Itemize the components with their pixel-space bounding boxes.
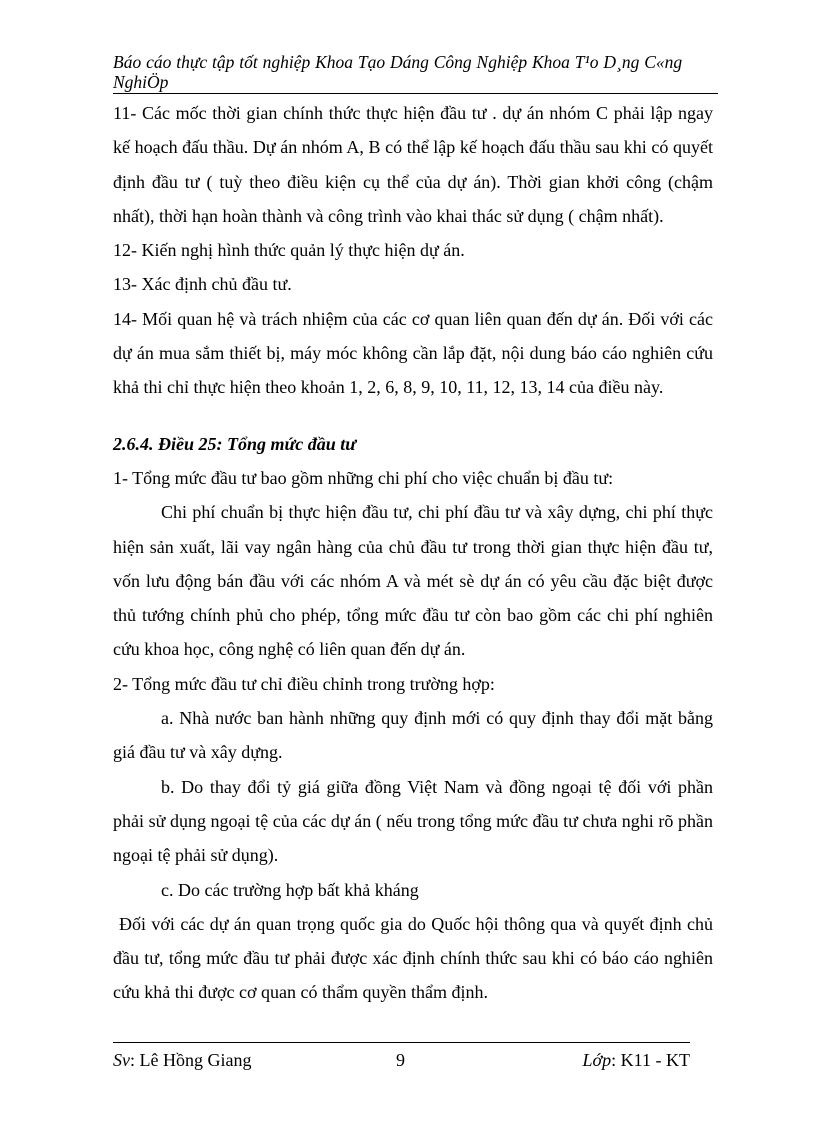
page-number: 9 xyxy=(396,1050,405,1070)
page-header xyxy=(113,52,718,94)
paragraph-11: 11- Các mốc thời gian chính thức thực hiện đầu tư . dự án nhóm C phải lập ngay kế hoạch đấu thầu. Dự án nhóm A, B có thể lập kế hoạch đấu thầu sau khi có quyết định đầu tư ( tuỳ theo điều kiện cụ thể của dự án). Thời gian khởi công (chậm nhất), thời hạn hoàn thành và công trình vào khai thác sử dụng ( chậm nhất). xyxy=(113,103,713,226)
paragraph-14: 14- Mối quan hệ và trách nhiệm của các cơ quan liên quan đến dự án. Đối với các dự án mua sắm thiết bị, máy móc không cần lắp đặt, nội dung báo cáo nghiên cứu khả thi chỉ thực hiện theo khoản 1, 2, 6, 8, 9, 10, 11, 12, 13, 14 của điều này. xyxy=(113,308,713,398)
class-value: : K11 - KT xyxy=(611,1050,690,1070)
item-1: 1- Tổng mức đầu tư bao gồm những chi phí cho việc chuẩn bị đầu tư: xyxy=(113,467,614,488)
header-line-2: NghiÖp xyxy=(113,72,169,92)
document-body xyxy=(113,96,713,1010)
final-paragraph: Đối với các dự án quan trọng quốc gia do Quốc hội thông qua và quyết định chủ đầu tư, tổng mức đầu tư phải được xác định chính thức sau khi có báo cáo nghiên cứu khả thi được cơ quan có thẩm quyền thẩm định. xyxy=(113,913,713,1003)
item-2: 2- Tổng mức đầu tư chỉ điều chỉnh trong trường hợp: xyxy=(113,673,495,694)
paragraph-13: 13- Xác định chủ đầu tư. xyxy=(113,274,292,295)
item-2b: b. Do thay đổi tỷ giá giữa đồng Việt Nam và đồng ngoại tệ đối với phần phải sử dụng ngoại tệ của các dự án ( nếu trong tổng mức đầu tư chưa nghi rõ phần ngoại tệ phải sử dụng). xyxy=(113,776,713,866)
item-1-body: Chi phí chuẩn bị thực hiện đầu tư, chi phí đầu tư và xây dựng, chi phí thực hiện sản xuất, lãi vay ngân hàng của chủ đầu tư trong thời gian thực hiện đầu tư, vốn lưu động bán đầu với các nhóm A và mét sè dự án có yêu cầu đặc biệt được thủ tướng chính phủ cho phép, tổng mức đầu tư còn bao gồm các chi phí nghiên cứu khoa học, công nghệ có liên quan đến dự án. xyxy=(113,502,713,660)
page-footer xyxy=(113,1042,690,1071)
header-line-1: Báo cáo thực tập tốt nghiệp Khoa Tạo Dáng Công Nghiệp Khoa T¹o D¸ng C«ng xyxy=(113,52,683,72)
section-gap xyxy=(113,405,713,427)
student-label: Sv xyxy=(113,1050,130,1070)
footer-class xyxy=(583,1049,690,1071)
item-2a: a. Nhà nước ban hành những quy định mới có quy định thay đổi mặt bằng giá đầu tư và xây dựng. xyxy=(113,708,713,763)
paragraph-12: 12- Kiến nghị hình thức quản lý thực hiện dự án. xyxy=(113,240,465,261)
class-label: Lớp xyxy=(582,1050,612,1070)
section-heading: 2.6.4. Điều 25: Tổng mức đầu tư xyxy=(113,433,357,454)
footer-student xyxy=(113,1049,251,1071)
item-2c: c. Do các trường hợp bất khả kháng xyxy=(161,879,419,900)
student-name: : Lê Hồng Giang xyxy=(130,1050,252,1070)
